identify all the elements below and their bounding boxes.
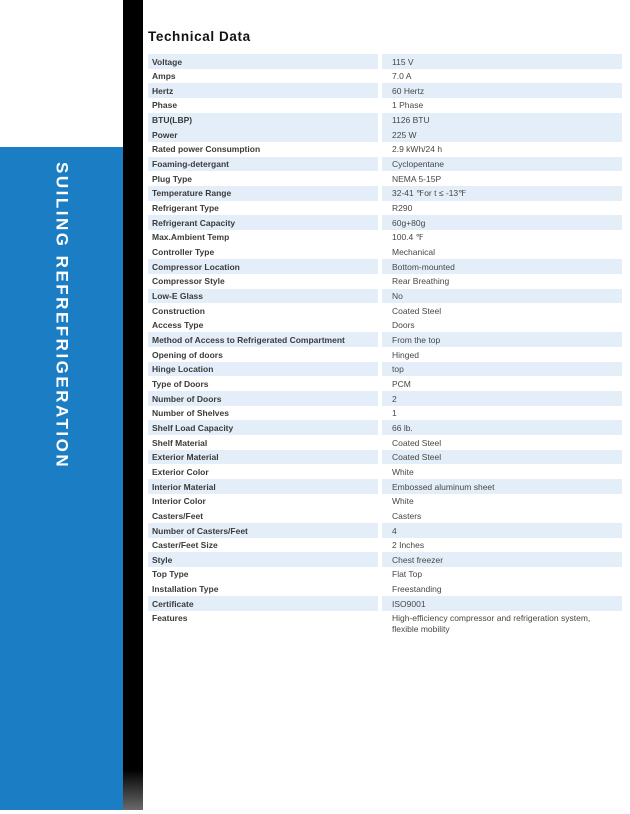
spec-value: 60g+80g xyxy=(382,215,622,230)
spec-label: BTU(LBP) xyxy=(148,113,378,128)
spec-value: Coated Steel xyxy=(382,450,622,465)
spec-value: 60 Hertz xyxy=(382,83,622,98)
table-row xyxy=(148,523,622,538)
spec-label: Access Type xyxy=(152,320,204,331)
spec-value: White xyxy=(392,466,414,477)
table-row xyxy=(148,54,622,69)
table-row xyxy=(148,230,622,245)
spec-value: Flat Top xyxy=(392,569,423,580)
spec-value: Doors xyxy=(392,320,415,331)
spec-label: Interior Material xyxy=(148,479,378,494)
spec-value: 1126 BTU xyxy=(382,113,622,128)
spec-value: White xyxy=(392,496,414,507)
table-row xyxy=(148,245,622,260)
spec-label: Type of Doors xyxy=(152,378,209,389)
table-row xyxy=(148,552,622,567)
spec-label: Shelf Load Capacity xyxy=(148,420,378,435)
table-row xyxy=(148,347,622,362)
spec-label: Foaming-detergant xyxy=(148,157,378,172)
table-row xyxy=(148,274,622,289)
page-title: Technical Data xyxy=(148,29,251,44)
spec-value: Mechanical xyxy=(392,247,435,258)
spec-label: Method of Access to Refrigerated Compartment xyxy=(148,332,378,347)
spec-value: PCM xyxy=(392,378,411,389)
spec-value: 2.9 kWh/24 h xyxy=(392,144,443,155)
spec-value: 32-41 ℉or t ≤ -13℉ xyxy=(382,186,622,201)
brand-sidebar xyxy=(0,147,123,810)
spec-value: No xyxy=(382,289,622,304)
table-row xyxy=(148,186,622,201)
spec-label: Number of Doors xyxy=(148,391,378,406)
spec-label: Low-E Glass xyxy=(148,289,378,304)
table-row xyxy=(148,479,622,494)
spec-label: Compressor Style xyxy=(152,276,225,287)
spec-label: Construction xyxy=(152,305,205,316)
spec-value: 4 xyxy=(382,523,622,538)
spec-value: Coated Steel xyxy=(392,305,442,316)
spec-label: Compressor Location xyxy=(148,259,378,274)
spec-value: 115 V xyxy=(382,54,622,69)
spec-label: Exterior Color xyxy=(152,466,209,477)
spec-label: Hertz xyxy=(148,83,378,98)
spec-label: Number of Shelves xyxy=(152,408,229,419)
spec-value: Casters xyxy=(392,510,422,521)
table-row xyxy=(148,83,622,98)
table-row xyxy=(148,332,622,347)
brand-text: SUILING REFREFRIGERATION xyxy=(52,162,72,470)
spec-label: Shelf Material xyxy=(152,437,208,448)
spec-value: 100.4 ℉ xyxy=(392,232,424,243)
spec-label: Certificate xyxy=(148,596,378,611)
spec-value: 7.0 A xyxy=(392,71,412,82)
spec-label: Top Type xyxy=(152,569,189,580)
spec-value: Rear Breathing xyxy=(392,276,450,287)
table-row xyxy=(148,201,622,216)
table-row xyxy=(148,450,622,465)
spec-table xyxy=(148,54,622,635)
table-row xyxy=(148,303,622,318)
spec-value: Hinged xyxy=(392,349,419,360)
table-row xyxy=(148,127,622,142)
spec-label: Amps xyxy=(152,71,176,82)
spec-value: Bottom-mounted xyxy=(382,259,622,274)
table-row xyxy=(148,611,622,635)
spec-label: Features xyxy=(152,613,188,624)
spec-label: Plug Type xyxy=(152,173,192,184)
spec-value: Chest freezer xyxy=(382,552,622,567)
table-row xyxy=(148,582,622,597)
spec-value: 2 Inches xyxy=(392,540,425,551)
spec-value: top xyxy=(382,362,622,377)
spec-label: Number of Casters/Feet xyxy=(148,523,378,538)
table-row xyxy=(148,142,622,157)
spec-label: Installation Type xyxy=(152,584,219,595)
spec-value: ISO9001 xyxy=(382,596,622,611)
spec-label: Refrigerant Capacity xyxy=(148,215,378,230)
table-row xyxy=(148,157,622,172)
spec-value: Cyclopentane xyxy=(382,157,622,172)
table-row xyxy=(148,318,622,333)
table-row xyxy=(148,508,622,523)
table-row xyxy=(148,113,622,128)
table-row xyxy=(148,171,622,186)
table-row xyxy=(148,362,622,377)
spec-value: Embossed aluminum sheet xyxy=(382,479,622,494)
spec-label: Temperature Range xyxy=(148,186,378,201)
spec-value: Coated Steel xyxy=(392,437,442,448)
spec-value: High-efficiency compressor and refrigeration system, flexible mobility xyxy=(392,613,591,634)
table-row xyxy=(148,391,622,406)
spec-label: Interior Color xyxy=(152,496,206,507)
table-row xyxy=(148,567,622,582)
table-row xyxy=(148,464,622,479)
table-row xyxy=(148,420,622,435)
spec-label: Power xyxy=(148,127,378,142)
table-row xyxy=(148,215,622,230)
table-row xyxy=(148,98,622,113)
spec-label: Opening of doors xyxy=(152,349,223,360)
table-row xyxy=(148,259,622,274)
spec-label: Style xyxy=(148,552,378,567)
spec-value: Freestanding xyxy=(392,584,442,595)
table-row xyxy=(148,435,622,450)
table-row xyxy=(148,406,622,421)
table-row xyxy=(148,494,622,509)
spec-label: Exterior Material xyxy=(148,450,378,465)
spec-label: Max.Ambient Temp xyxy=(152,232,230,243)
spec-label: Casters/Feet xyxy=(152,510,204,521)
spec-label: Phase xyxy=(152,100,178,111)
spec-value: 1 xyxy=(392,408,397,419)
table-row xyxy=(148,376,622,391)
spec-value: R290 xyxy=(392,203,413,214)
spec-label: Hinge Location xyxy=(148,362,378,377)
spec-value: 2 xyxy=(382,391,622,406)
table-row xyxy=(148,596,622,611)
spec-value: From the top xyxy=(382,332,622,347)
spec-label: Voltage xyxy=(148,54,378,69)
spec-value: NEMA 5-15P xyxy=(392,173,442,184)
spec-value: 1 Phase xyxy=(392,100,424,111)
spec-label: Caster/Feet Size xyxy=(152,540,218,551)
spec-value: 66 lb. xyxy=(382,420,622,435)
spec-label: Refrigerant Type xyxy=(152,203,219,214)
spec-label: Rated power Consumption xyxy=(152,144,261,155)
vertical-divider-strip xyxy=(123,0,143,810)
table-row xyxy=(148,289,622,304)
table-row xyxy=(148,69,622,84)
spec-label: Controller Type xyxy=(152,247,215,258)
spec-value: 225 W xyxy=(382,127,622,142)
table-row xyxy=(148,538,622,553)
